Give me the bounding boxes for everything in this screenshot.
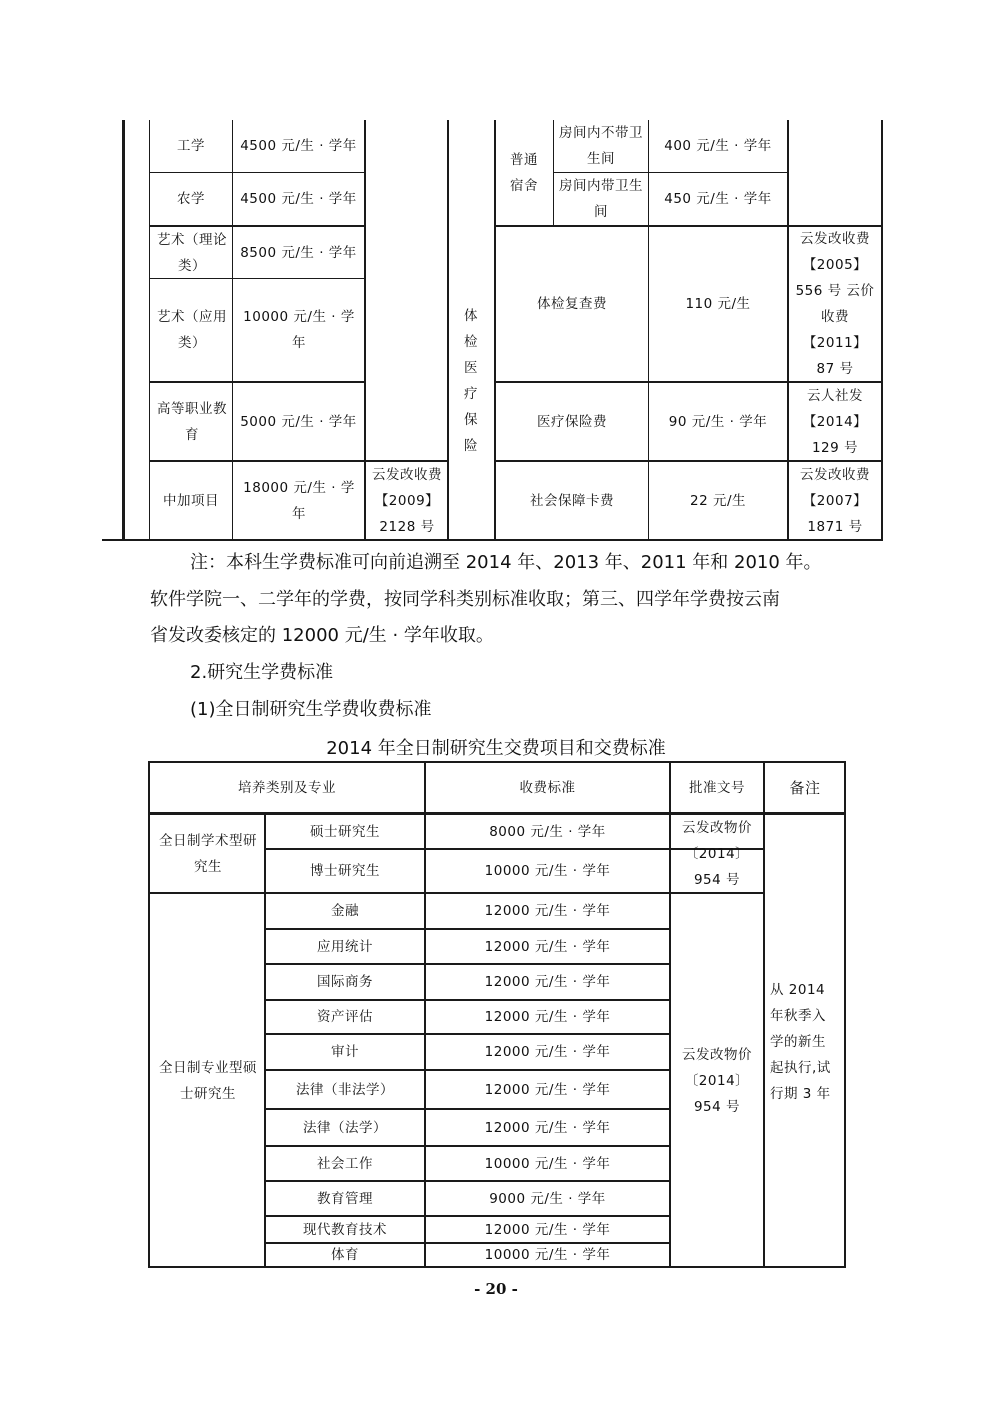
page-number: - 20 - xyxy=(474,1280,518,1298)
professional-row-name: 国际商务 xyxy=(317,974,373,990)
fee-sino-canada: 18000 元/生 · 学年 xyxy=(243,479,355,522)
professional-row-fee: 9000 元/生 · 学年 xyxy=(489,1190,606,1207)
subsection-heading-fulltime: (1)全日制研究生学费收费标准 xyxy=(190,699,432,720)
academic-row-name: 博士研究生 xyxy=(310,863,380,879)
professional-doc: 云发改物价〔2014〕954 号 xyxy=(682,1047,752,1115)
subject-art-theory: 艺术（理论类） xyxy=(157,231,227,274)
professional-row-fee: 12000 元/生 · 学年 xyxy=(484,1221,611,1238)
professional-row-name: 审计 xyxy=(331,1044,359,1060)
professional-row-name: 应用统计 xyxy=(317,938,373,955)
fee-vocational: 5000 元/生 · 学年 xyxy=(240,413,357,430)
note-line-3: 省发改委核定的 12000 元/生 · 学年收取。 xyxy=(150,625,494,646)
professional-row-name: 资产评估 xyxy=(317,1009,373,1025)
professional-row-name: 金融 xyxy=(331,903,359,919)
card-item: 社会保障卡费 xyxy=(530,492,614,509)
dorm-fee-no-bathroom: 400 元/生 · 学年 xyxy=(664,138,772,154)
fee-engineering: 4500 元/生 · 学年 xyxy=(240,138,357,154)
professional-row-name: 法律（非法学） xyxy=(296,1081,394,1098)
professional-row-fee: 12000 元/生 · 学年 xyxy=(484,938,611,955)
professional-row-fee: 12000 元/生 · 学年 xyxy=(484,1009,611,1025)
fee-art-applied: 10000 元/生 · 学年 xyxy=(243,309,355,351)
card-fee: 22 元/生 xyxy=(689,492,747,509)
fee-art-theory: 8500 元/生 · 学年 xyxy=(240,244,357,261)
dorm-type-no-bathroom: 房间内不带卫生间 xyxy=(559,125,643,167)
note-line-1: 注：本科生学费标准可向前追溯至 2014 年、2013 年、2011 年和 2010 年。 xyxy=(190,552,822,573)
remark-text: 从 2014 年秋季入学的新生起执行,试行期 3 年 xyxy=(770,981,831,1102)
section-heading-graduate: 2.研究生学费标准 xyxy=(190,662,334,683)
professional-row-fee: 12000 元/生 · 学年 xyxy=(484,974,611,990)
exam-item: 体检复查费 xyxy=(537,296,607,312)
professional-row-name: 体育 xyxy=(331,1247,359,1263)
header-category: 培养类别及专业 xyxy=(238,779,336,796)
professional-row-fee: 10000 元/生 · 学年 xyxy=(484,1247,611,1263)
dorm-type-bathroom: 房间内带卫生间 xyxy=(559,178,643,220)
doc-sino-canada: 云发改收费【2009】2128 号 xyxy=(372,466,442,535)
table-caption: 2014 年全日制研究生交费项目和交费标准 xyxy=(326,738,666,759)
academic-row-fee: 8000 元/生 · 学年 xyxy=(489,823,606,840)
insurance-item: 医疗保险费 xyxy=(537,413,607,430)
academic-doc: 云发改物价〔2014〕954 号 xyxy=(682,819,752,888)
insurance-fee: 90 元/生 · 学年 xyxy=(668,413,768,430)
professional-row-fee: 12000 元/生 · 学年 xyxy=(484,1119,611,1136)
note-line-2: 软件学院一、二学年的学费，按同学科类别标准收取；第三、四学年学费按云南 xyxy=(150,589,780,610)
academic-row-fee: 10000 元/生 · 学年 xyxy=(484,863,611,879)
exam-doc: 云发改收费【2005】556 号 云价收费【2011】87 号 xyxy=(795,231,875,377)
academic-row-name: 硕士研究生 xyxy=(310,823,380,840)
header-fee: 收费标准 xyxy=(519,779,576,796)
header-doc: 批准文号 xyxy=(689,779,745,796)
professional-row-fee: 10000 元/生 · 学年 xyxy=(484,1155,611,1172)
subject-agriculture: 农学 xyxy=(177,191,205,207)
professional-row-name: 社会工作 xyxy=(317,1155,373,1172)
subject-art-applied: 艺术（应用类） xyxy=(157,309,227,351)
dorm-fee-bathroom: 450 元/生 · 学年 xyxy=(664,191,772,207)
fee-agriculture: 4500 元/生 · 学年 xyxy=(240,191,357,207)
professional-row-fee: 12000 元/生 · 学年 xyxy=(484,903,611,919)
professional-row-name: 法律（法学） xyxy=(303,1119,387,1136)
professional-row-fee: 12000 元/生 · 学年 xyxy=(484,1081,611,1098)
subject-vocational: 高等职业教育 xyxy=(157,400,227,443)
professional-row-fee: 12000 元/生 · 学年 xyxy=(484,1044,611,1060)
professional-row-name: 现代教育技术 xyxy=(303,1221,387,1238)
group-academic-label: 全日制学术型研究生 xyxy=(159,832,257,875)
exam-fee: 110 元/生 xyxy=(685,296,751,312)
subject-engineering: 工学 xyxy=(177,138,205,154)
group-professional-label: 全日制专业型硕士研究生 xyxy=(159,1060,257,1102)
medical-insurance-vertical-label: 体检医疗保险 xyxy=(464,308,478,454)
subject-sino-canada: 中加项目 xyxy=(163,492,219,509)
professional-row-name: 教育管理 xyxy=(317,1190,373,1207)
dorm-label: 普通宿舍 xyxy=(510,151,538,194)
header-remark: 备注 xyxy=(789,778,821,797)
insurance-doc: 云人社发【2014】129 号 xyxy=(802,387,868,456)
card-doc: 云发改收费【2007】1871 号 xyxy=(800,466,870,535)
